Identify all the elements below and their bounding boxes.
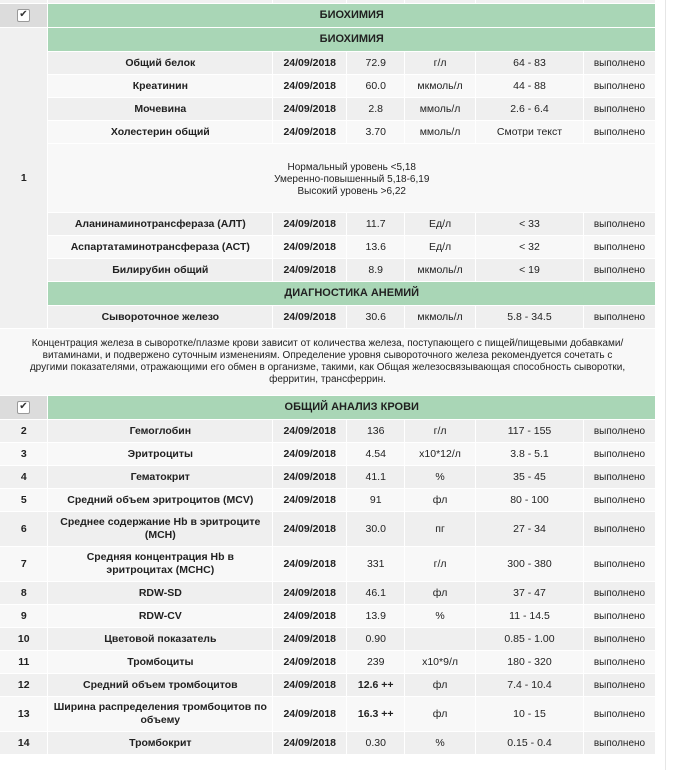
test-reference: 80 - 100 bbox=[476, 489, 584, 512]
row-index: 11 bbox=[0, 651, 48, 674]
test-status: выполнено bbox=[583, 512, 655, 547]
test-unit: фл bbox=[405, 674, 476, 697]
test-date: 24/09/2018 bbox=[273, 466, 347, 489]
test-name: Средний объем тромбоцитов bbox=[48, 674, 273, 697]
test-value: 4.54 bbox=[347, 443, 405, 466]
test-unit: % bbox=[405, 466, 476, 489]
section-title: ОБЩИЙ АНАЛИЗ КРОВИ bbox=[48, 396, 656, 420]
test-unit: Ед/л bbox=[405, 236, 476, 259]
section-header-cbc bbox=[0, 396, 656, 420]
test-unit bbox=[405, 628, 476, 651]
note-line: Нормальный уровень <5,18 bbox=[287, 162, 416, 173]
table-row bbox=[0, 466, 656, 489]
test-reference: 2.6 - 6.4 bbox=[476, 98, 584, 121]
section-checkbox-cbc[interactable] bbox=[0, 396, 48, 420]
table-row bbox=[0, 547, 656, 582]
test-name: Средняя концентрация Hb в эритроцитах (MCHC) bbox=[48, 547, 273, 582]
test-date: 24/09/2018 bbox=[273, 236, 347, 259]
test-value: 8.9 bbox=[347, 259, 405, 282]
row-index: 3 bbox=[0, 443, 48, 466]
test-status: выполнено bbox=[583, 121, 655, 144]
row-index: 9 bbox=[0, 605, 48, 628]
test-value-flagged: 12.6 ++ bbox=[347, 674, 405, 697]
test-unit: ммоль/л bbox=[405, 121, 476, 144]
table-row bbox=[0, 582, 656, 605]
test-unit: г/л bbox=[405, 52, 476, 75]
test-reference: 180 - 320 bbox=[476, 651, 584, 674]
test-date: 24/09/2018 bbox=[273, 547, 347, 582]
test-value: 91 bbox=[347, 489, 405, 512]
test-date: 24/09/2018 bbox=[273, 98, 347, 121]
test-unit: x10*12/л bbox=[405, 443, 476, 466]
test-status: выполнено bbox=[583, 420, 655, 443]
test-name: Гемоглобин bbox=[48, 420, 273, 443]
test-status: выполнено bbox=[583, 443, 655, 466]
test-reference: 0.85 - 1.00 bbox=[476, 628, 584, 651]
table-row bbox=[0, 236, 656, 259]
test-status: выполнено bbox=[583, 582, 655, 605]
test-value: 331 bbox=[347, 547, 405, 582]
test-date: 24/09/2018 bbox=[273, 213, 347, 236]
test-value: 72.9 bbox=[347, 52, 405, 75]
table-row bbox=[0, 674, 656, 697]
test-unit: x10*9/л bbox=[405, 651, 476, 674]
note-line: Высокий уровень >6,22 bbox=[297, 186, 406, 197]
test-date: 24/09/2018 bbox=[273, 489, 347, 512]
table-row bbox=[0, 259, 656, 282]
table-row bbox=[0, 98, 656, 121]
test-date: 24/09/2018 bbox=[273, 52, 347, 75]
test-value: 30.0 bbox=[347, 512, 405, 547]
test-date: 24/09/2018 bbox=[273, 75, 347, 98]
test-unit: фл bbox=[405, 697, 476, 732]
table-row bbox=[0, 420, 656, 443]
test-reference: 7.4 - 10.4 bbox=[476, 674, 584, 697]
test-name: Мочевина bbox=[48, 98, 273, 121]
table-row bbox=[0, 489, 656, 512]
test-unit: мкмоль/л bbox=[405, 306, 476, 329]
test-value: 3.70 bbox=[347, 121, 405, 144]
test-unit: пг bbox=[405, 512, 476, 547]
subsection-title: ДИАГНОСТИКА АНЕМИЙ bbox=[48, 282, 656, 306]
cholesterol-note bbox=[0, 144, 656, 213]
table-row bbox=[0, 651, 656, 674]
test-reference: 27 - 34 bbox=[476, 512, 584, 547]
table-row bbox=[0, 52, 656, 75]
test-status: выполнено bbox=[583, 674, 655, 697]
test-status: выполнено bbox=[583, 306, 655, 329]
test-unit: г/л bbox=[405, 547, 476, 582]
test-reference: 0.15 - 0.4 bbox=[476, 732, 584, 755]
test-date: 24/09/2018 bbox=[273, 732, 347, 755]
test-status: выполнено bbox=[583, 236, 655, 259]
iron-note-text: Концентрация железа в сыворотке/плазме крови зависит от количества железа, поступающего с пищей/пищевыми добавками/витаминами, и подвержено суточным изменениям. Определение уровня сывороточного железа рекомендуется сочетать с другими показателями, отражающими его обмен в организме, такими, как Общая железосвязывающая способность сыворотки, ферритин, трансферрин. bbox=[0, 329, 656, 396]
test-reference: < 19 bbox=[476, 259, 584, 282]
test-name: Аланинаминотрансфераза (АЛТ) bbox=[48, 213, 273, 236]
test-reference: Смотри текст bbox=[476, 121, 584, 144]
test-value-flagged: 16.3 ++ bbox=[347, 697, 405, 732]
test-name: Тромбоциты bbox=[48, 651, 273, 674]
row-index: 12 bbox=[0, 674, 48, 697]
test-value: 13.9 bbox=[347, 605, 405, 628]
subsection-header bbox=[0, 28, 656, 52]
test-status: выполнено bbox=[583, 605, 655, 628]
test-value: 11.7 bbox=[347, 213, 405, 236]
table-row bbox=[0, 306, 656, 329]
test-reference: < 32 bbox=[476, 236, 584, 259]
checkbox-icon[interactable] bbox=[17, 401, 30, 414]
test-name: Общий белок bbox=[48, 52, 273, 75]
test-unit: % bbox=[405, 605, 476, 628]
test-reference: 35 - 45 bbox=[476, 466, 584, 489]
test-name: Эритроциты bbox=[48, 443, 273, 466]
table-row bbox=[0, 605, 656, 628]
row-index: 8 bbox=[0, 582, 48, 605]
test-value: 2.8 bbox=[347, 98, 405, 121]
test-date: 24/09/2018 bbox=[273, 605, 347, 628]
test-status: выполнено bbox=[583, 651, 655, 674]
test-name: Гематокрит bbox=[48, 466, 273, 489]
test-unit: % bbox=[405, 732, 476, 755]
test-name: RDW-CV bbox=[48, 605, 273, 628]
test-date: 24/09/2018 bbox=[273, 512, 347, 547]
test-status: выполнено bbox=[583, 52, 655, 75]
test-status: выполнено bbox=[583, 213, 655, 236]
test-name: Ширина распределения тромбоцитов по объему bbox=[48, 697, 273, 732]
row-index: 13 bbox=[0, 697, 48, 732]
section-checkbox-biochem[interactable] bbox=[0, 4, 48, 28]
test-reference: 11 - 14.5 bbox=[476, 605, 584, 628]
row-index: 2 bbox=[0, 420, 48, 443]
row-index: 10 bbox=[0, 628, 48, 651]
iron-note bbox=[0, 329, 656, 396]
section-title: БИОХИМИЯ bbox=[48, 4, 656, 28]
test-name: Аспартатаминотрансфераза (АСТ) bbox=[48, 236, 273, 259]
table-row bbox=[0, 443, 656, 466]
test-unit: мкмоль/л bbox=[405, 259, 476, 282]
test-name: Билирубин общий bbox=[48, 259, 273, 282]
table-row bbox=[0, 75, 656, 98]
row-index: 4 bbox=[0, 466, 48, 489]
note-line: Умеренно-повышенный 5,18-6,19 bbox=[274, 174, 430, 185]
test-date: 24/09/2018 bbox=[273, 306, 347, 329]
test-date: 24/09/2018 bbox=[273, 259, 347, 282]
test-name: Тромбокрит bbox=[48, 732, 273, 755]
row-index: 7 bbox=[0, 547, 48, 582]
test-unit: г/л bbox=[405, 420, 476, 443]
test-unit: фл bbox=[405, 582, 476, 605]
page-scroll-area[interactable] bbox=[656, 0, 680, 770]
row-index: 6 bbox=[0, 512, 48, 547]
test-name: RDW-SD bbox=[48, 582, 273, 605]
test-date: 24/09/2018 bbox=[273, 697, 347, 732]
test-date: 24/09/2018 bbox=[273, 674, 347, 697]
test-status: выполнено bbox=[583, 466, 655, 489]
group-index: 1 bbox=[0, 28, 48, 329]
test-status: выполнено bbox=[583, 732, 655, 755]
row-index: 14 bbox=[0, 732, 48, 755]
test-reference: 3.8 - 5.1 bbox=[476, 443, 584, 466]
test-value: 0.30 bbox=[347, 732, 405, 755]
test-status: выполнено bbox=[583, 697, 655, 732]
test-value: 46.1 bbox=[347, 582, 405, 605]
scroll-track bbox=[665, 0, 666, 770]
test-unit: фл bbox=[405, 489, 476, 512]
section-header-biochem bbox=[0, 4, 656, 28]
row-index: 5 bbox=[0, 489, 48, 512]
test-value: 13.6 bbox=[347, 236, 405, 259]
table-row bbox=[0, 732, 656, 755]
table-row bbox=[0, 512, 656, 547]
test-date: 24/09/2018 bbox=[273, 443, 347, 466]
test-status: выполнено bbox=[583, 98, 655, 121]
table-row bbox=[0, 213, 656, 236]
test-reference: 44 - 88 bbox=[476, 75, 584, 98]
test-value: 136 bbox=[347, 420, 405, 443]
test-status: выполнено bbox=[583, 259, 655, 282]
test-status: выполнено bbox=[583, 628, 655, 651]
test-name: Холестерин общий bbox=[48, 121, 273, 144]
test-date: 24/09/2018 bbox=[273, 420, 347, 443]
test-date: 24/09/2018 bbox=[273, 651, 347, 674]
test-reference: 5.8 - 34.5 bbox=[476, 306, 584, 329]
test-name: Средний объем эритроцитов (MCV) bbox=[48, 489, 273, 512]
subsection-title: БИОХИМИЯ bbox=[48, 28, 656, 52]
table-row bbox=[0, 628, 656, 651]
test-reference: 117 - 155 bbox=[476, 420, 584, 443]
test-value: 239 bbox=[347, 651, 405, 674]
table-row bbox=[0, 121, 656, 144]
test-value: 41.1 bbox=[347, 466, 405, 489]
test-value: 0.90 bbox=[347, 628, 405, 651]
test-reference: 300 - 380 bbox=[476, 547, 584, 582]
test-name: Цветовой показатель bbox=[48, 628, 273, 651]
test-reference: 64 - 83 bbox=[476, 52, 584, 75]
test-unit: мкмоль/л bbox=[405, 75, 476, 98]
subsection-header-anemia bbox=[0, 282, 656, 306]
test-reference: 37 - 47 bbox=[476, 582, 584, 605]
test-name: Креатинин bbox=[48, 75, 273, 98]
test-name: Среднее содержание Hb в эритроците (MCH) bbox=[48, 512, 273, 547]
test-status: выполнено bbox=[583, 547, 655, 582]
test-value: 60.0 bbox=[347, 75, 405, 98]
test-value: 30.6 bbox=[347, 306, 405, 329]
test-reference: < 33 bbox=[476, 213, 584, 236]
checkbox-icon[interactable] bbox=[17, 9, 30, 22]
test-reference: 10 - 15 bbox=[476, 697, 584, 732]
test-date: 24/09/2018 bbox=[273, 628, 347, 651]
test-status: выполнено bbox=[583, 489, 655, 512]
test-date: 24/09/2018 bbox=[273, 582, 347, 605]
test-name: Сывороточное железо bbox=[48, 306, 273, 329]
test-unit: Ед/л bbox=[405, 213, 476, 236]
test-date: 24/09/2018 bbox=[273, 121, 347, 144]
test-unit: ммоль/л bbox=[405, 98, 476, 121]
table-row bbox=[0, 697, 656, 732]
test-status: выполнено bbox=[583, 75, 655, 98]
